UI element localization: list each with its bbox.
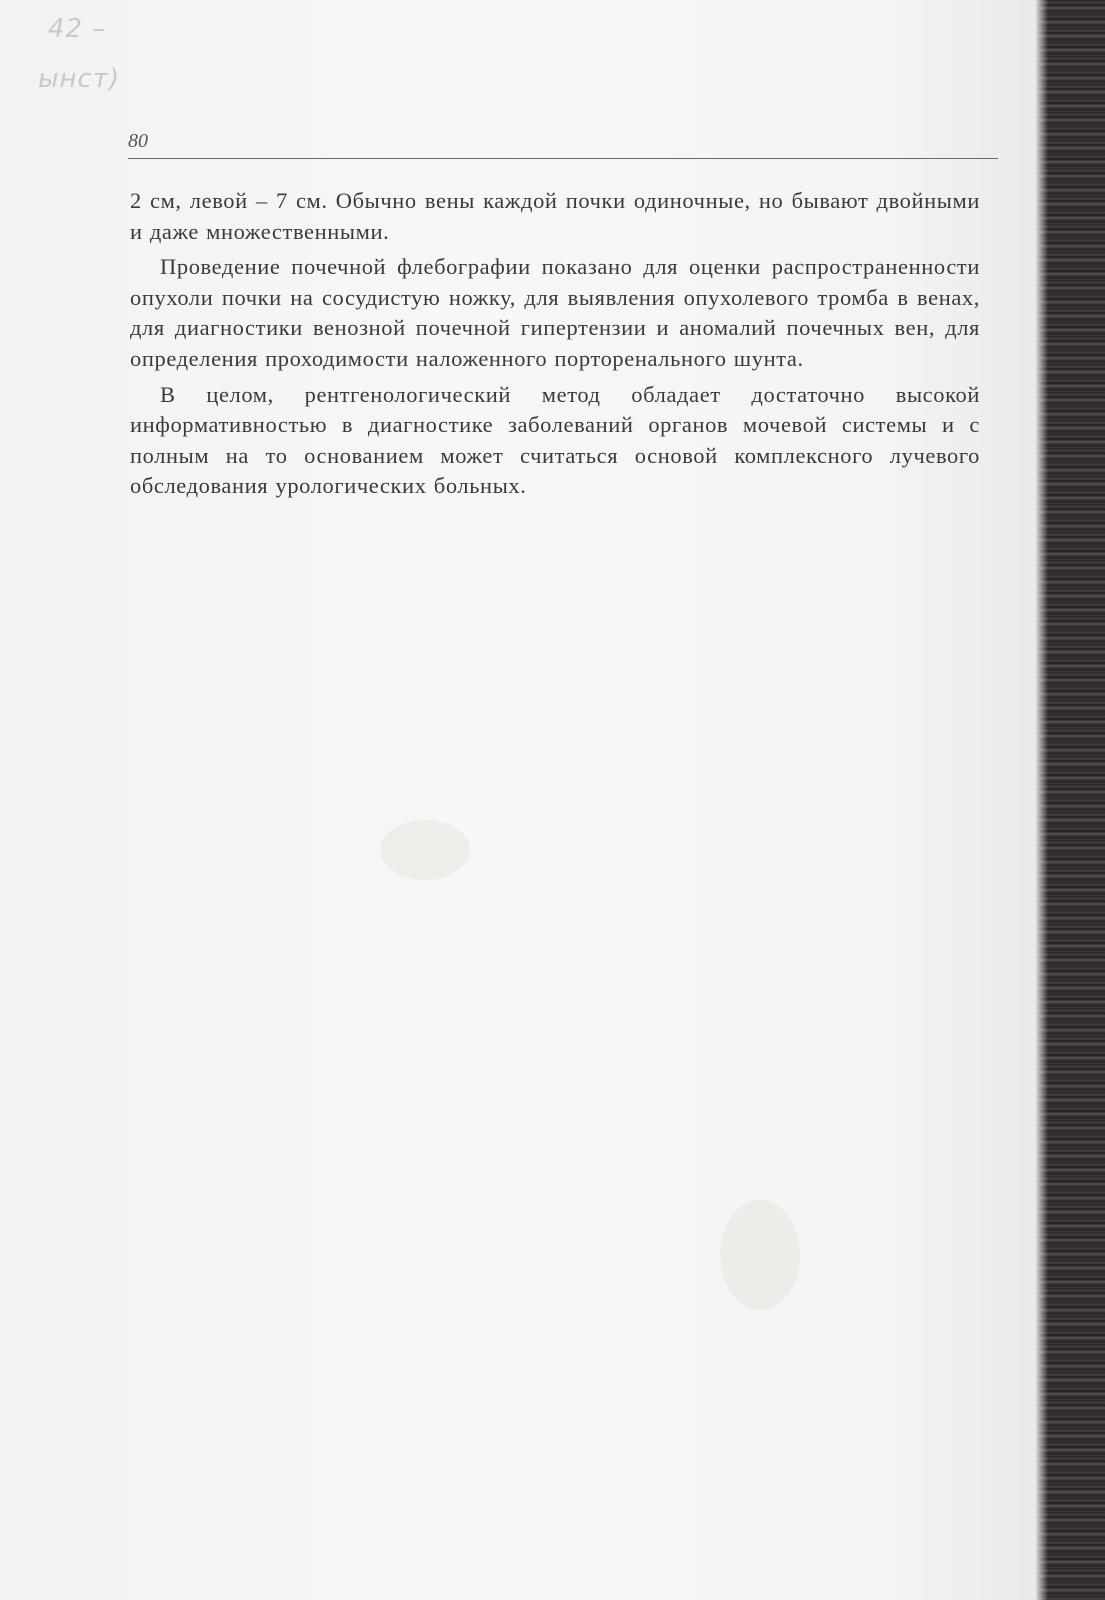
page-number: 80 xyxy=(128,130,148,152)
book-binding-edge xyxy=(1036,0,1105,1600)
paragraph: В целом, рентгенологический метод обладает достаточно высокой информативностью в диагностике заболеваний органов мочевой системы и с полным на то основанием может считаться основой комплексного лучевого обследования урологических больных. xyxy=(130,381,980,499)
scan-smudge xyxy=(720,1200,800,1310)
paragraph: Проведение почечной флебографии показано для оценки распространенности опухоли почки на сосудистую ножку, для выявления опухолевого тромба в венах, для диагностики венозной почечной гипертензии и аномалий почечных вен, для определения проходимости наложенного порторенального шунта. xyxy=(130,254,980,371)
handwritten-note: ынст) xyxy=(38,64,121,94)
running-header xyxy=(128,130,998,159)
body-text xyxy=(130,186,980,502)
paragraph: 2 см, левой – 7 см. Обычно вены каждой почки одиночные, но бывают двойными и даже множественными. xyxy=(130,188,980,244)
handwritten-note: 42 – xyxy=(48,14,107,44)
scan-smudge xyxy=(380,820,470,880)
